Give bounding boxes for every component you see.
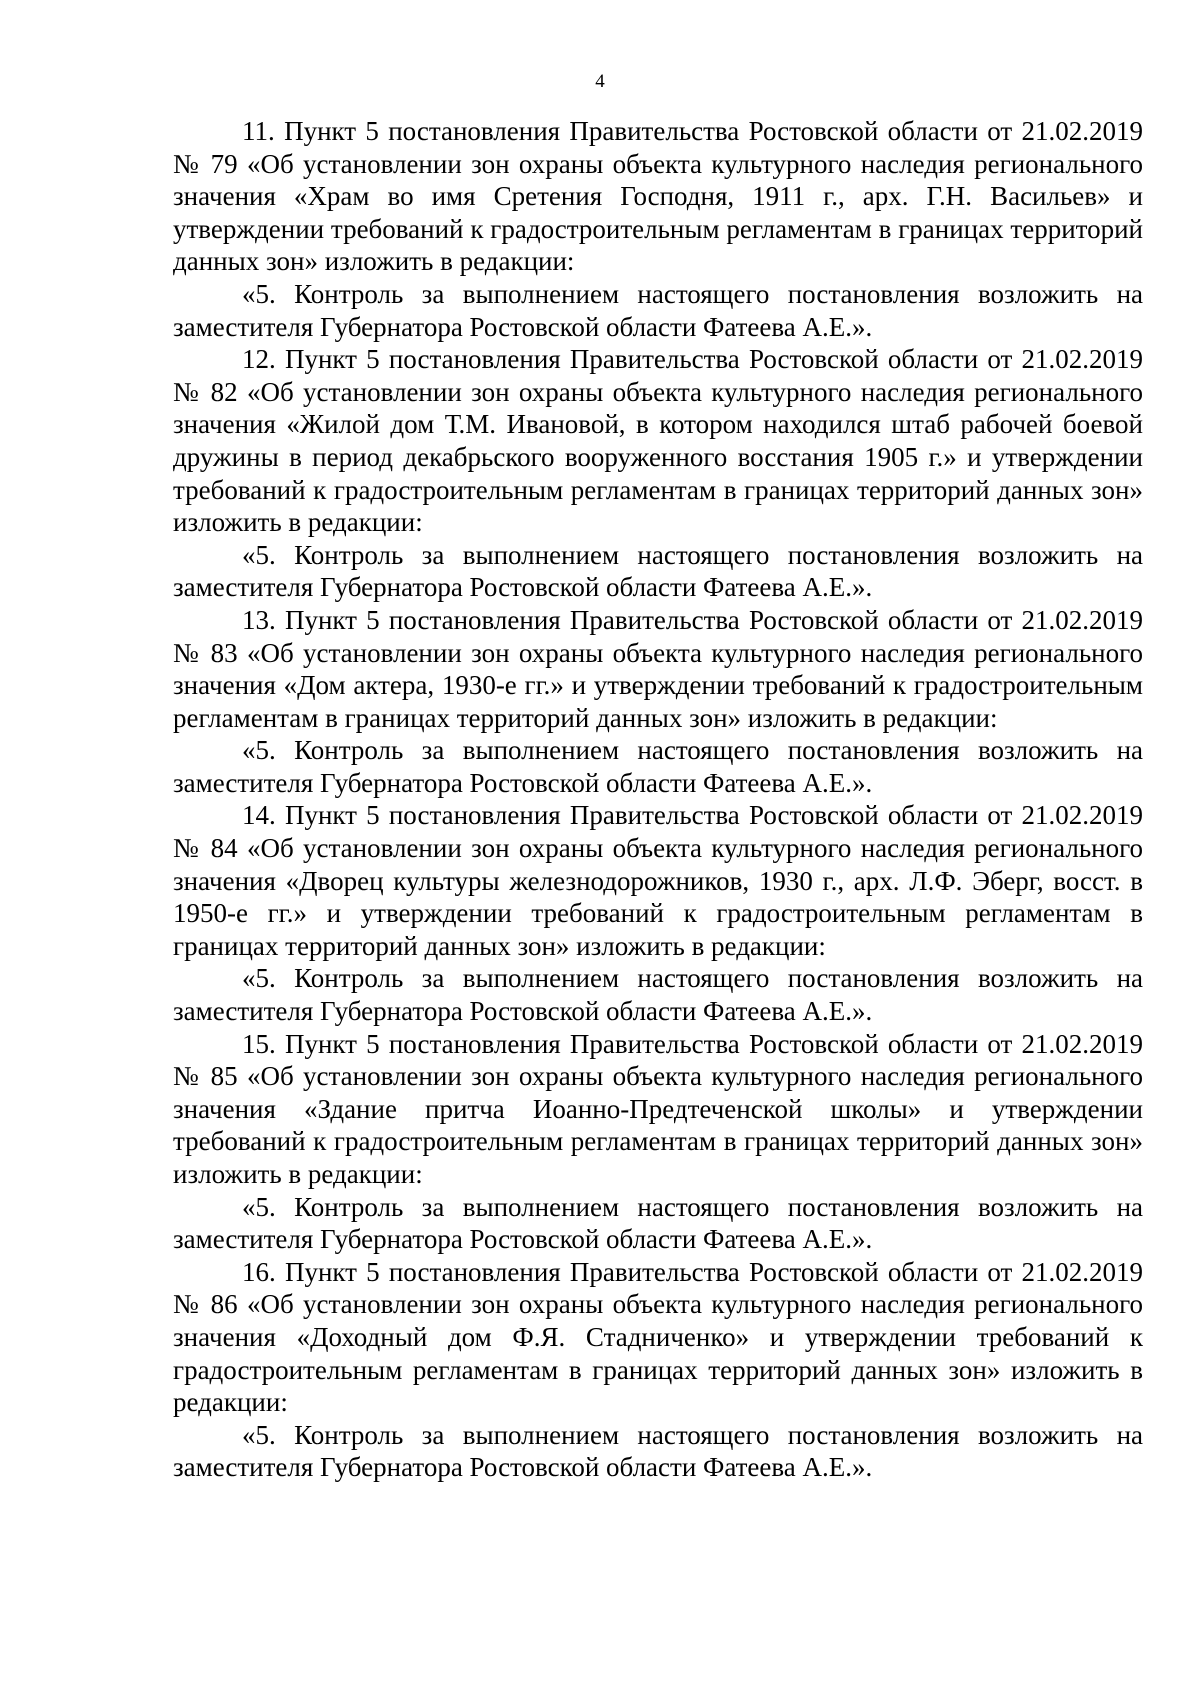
item-11-paragraph: 11. Пункт 5 постановления Правительства Ростовской области от 21.02.2019 № 79 «Об установлении зон охраны объекта культурного наследия регионального значения «Храм во имя Сретения Господня, 1911 г., арх. Г.Н. Васильев» и утверждении требований к градостроительным регламентам в границах территорий данных зон» изложить в редакции:: [173, 116, 1143, 277]
item-14-paragraph: 14. Пункт 5 постановления Правительства Ростовской области от 21.02.2019 № 84 «Об установлении зон охраны объекта культурного наследия регионального значения «Дворец культуры железнодорожников, 1930 г., арх. Л.Ф. Эберг, восст. в 1950-е гг.» и утверждении требований к градостроительным регламентам в границах территорий данных зон» изложить в редакции:: [173, 800, 1143, 961]
page-number: 4: [595, 71, 605, 92]
item-13-paragraph: 13. Пункт 5 постановления Правительства Ростовской области от 21.02.2019 № 83 «Об установлении зон охраны объекта культурного наследия регионального значения «Дом актера, 1930-е гг.» и утверждении требований к градостроительным регламентам в границах территорий данных зон» изложить в редакции:: [173, 604, 1143, 733]
item-16-quote: «5. Контроль за выполнением настоящего постановления возложить на заместителя Губернатора Ростовской области Фатеева А.Е.».: [173, 1419, 1143, 1483]
document-body: [173, 115, 1143, 1484]
item-15-quote: «5. Контроль за выполнением настоящего постановления возложить на заместителя Губернатора Ростовской области Фатеева А.Е.».: [173, 1191, 1143, 1255]
item-14-quote: «5. Контроль за выполнением настоящего постановления возложить на заместителя Губернатора Ростовской области Фатеева А.Е.».: [173, 963, 1143, 1027]
item-11-quote: «5. Контроль за выполнением настоящего постановления возложить на заместителя Губернатора Ростовской области Фатеева А.Е.».: [173, 278, 1143, 342]
item-12-paragraph: 12. Пункт 5 постановления Правительства Ростовской области от 21.02.2019 № 82 «Об установлении зон охраны объекта культурного наследия регионального значения «Жилой дом Т.М. Ивановой, в котором находился штаб рабочей боевой дружины в период декабрьского вооруженного восстания 1905 г.» и утверждении требований к градостроительным регламентам в границах территорий данных зон» изложить в редакции:: [173, 344, 1143, 538]
item-13-quote: «5. Контроль за выполнением настоящего постановления возложить на заместителя Губернатора Ростовской области Фатеева А.Е.».: [173, 735, 1143, 798]
item-16-paragraph: 16. Пункт 5 постановления Правительства Ростовской области от 21.02.2019 № 86 «Об установлении зон охраны объекта культурного наследия регионального значения «Доходный дом Ф.Я. Стадниченко» и утверждении требований к градостроительным регламентам в границах территорий данных зон» изложить в редакции:: [173, 1256, 1143, 1418]
item-15-paragraph: 15. Пункт 5 постановления Правительства Ростовской области от 21.02.2019 № 85 «Об установлении зон охраны объекта культурного наследия регионального значения «Здание притча Иоанно-Предтеченской школы» и утверждении требований к градостроительным регламентам в границах территорий данных зон» изложить в редакции:: [173, 1028, 1143, 1189]
item-12-quote: «5. Контроль за выполнением настоящего постановления возложить на заместителя Губернатора Ростовской области Фатеева А.Е.».: [173, 539, 1143, 603]
